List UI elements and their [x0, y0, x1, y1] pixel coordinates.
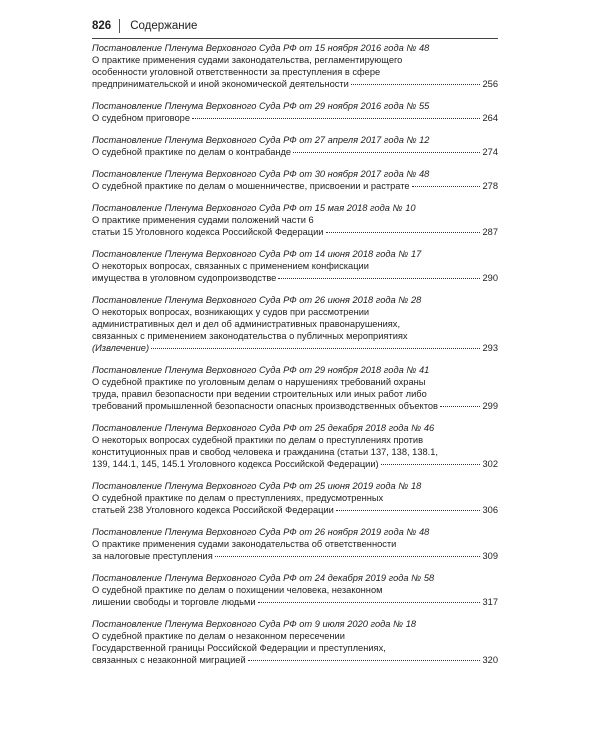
- entry-last-line: [92, 78, 498, 90]
- dot-leader: [192, 118, 480, 119]
- entry-page-number: 290: [482, 273, 498, 283]
- section-title: Содержание: [130, 20, 198, 32]
- toc-entry: [92, 168, 498, 192]
- toc-entry: [92, 202, 498, 238]
- toc-entry: [92, 248, 498, 284]
- entry-description-line: Государственной границы Российской Федерации и преступлениях,: [92, 643, 386, 653]
- dot-leader: [258, 602, 481, 603]
- toc-entry: [92, 42, 498, 90]
- entry-last-line: [92, 226, 498, 238]
- resolution-title: Постановление Пленума Верховного Суда РФ от 14 июня 2018 года № 17: [92, 249, 422, 259]
- dot-leader: [278, 278, 480, 279]
- entry-description-line: связанных с незаконной миграцией: [92, 655, 246, 665]
- toc-entry: [92, 526, 498, 562]
- entry-description-line: статьей 238 Уголовного кодекса Российской Федерации: [92, 505, 334, 515]
- entry-last-line: [92, 146, 498, 158]
- dot-leader: [293, 152, 480, 153]
- entry-last-line: [92, 180, 498, 192]
- toc-entry: [92, 480, 498, 516]
- entry-last-line: [92, 596, 498, 608]
- entry-last-line: [92, 400, 498, 412]
- dot-leader: [151, 348, 480, 349]
- entry-description-line: статьи 15 Уголовного кодекса Российской Федерации: [92, 227, 324, 237]
- toc-entry: [92, 364, 498, 412]
- entry-page-number: 299: [482, 401, 498, 411]
- entry-page-number: 256: [482, 79, 498, 89]
- header-separator: [119, 19, 120, 33]
- entry-description-line: О судебной практике по делам о контрабанде: [92, 147, 292, 157]
- dot-leader: [215, 556, 481, 557]
- toc-entry: [92, 100, 498, 124]
- resolution-title: Постановление Пленума Верховного Суда РФ от 15 ноября 2016 года № 48: [92, 43, 430, 53]
- resolution-title: Постановление Пленума Верховного Суда РФ от 29 ноября 2018 года № 41: [92, 365, 430, 375]
- resolution-title: Постановление Пленума Верховного Суда РФ от 24 декабря 2019 года № 58: [92, 573, 435, 583]
- table-of-contents: [92, 42, 498, 666]
- dot-leader: [440, 406, 480, 407]
- entry-description-line: О судебной практике по делам о похищении человека, незаконном: [92, 585, 383, 595]
- toc-entry: [92, 294, 498, 354]
- resolution-title: Постановление Пленума Верховного Суда РФ от 9 июля 2020 года № 18: [92, 619, 417, 629]
- entry-description-line: О судебной практике по делам о незаконном пересечении: [92, 631, 345, 641]
- toc-entry: [92, 134, 498, 158]
- entry-description-line: О практике применения судами законодательства об ответственности: [92, 539, 397, 549]
- toc-entry: [92, 618, 498, 666]
- resolution-title: Постановление Пленума Верховного Суда РФ от 25 декабря 2018 года № 46: [92, 423, 435, 433]
- entry-description-line: за налоговые преступления: [92, 551, 213, 561]
- entry-page-number: 317: [482, 597, 498, 607]
- entry-last-line: [92, 458, 498, 470]
- running-header: [92, 16, 197, 36]
- entry-page-number: 320: [482, 655, 498, 665]
- resolution-title: Постановление Пленума Верховного Суда РФ от 26 июня 2018 года № 28: [92, 295, 422, 305]
- resolution-title: Постановление Пленума Верховного Суда РФ от 26 ноября 2019 года № 48: [92, 527, 430, 537]
- entry-description-line: имущества в уголовном судопроизводстве: [92, 273, 277, 283]
- entry-description-line: О некоторых вопросах судебной практики по делам о преступлениях против: [92, 435, 424, 445]
- entry-page-number: 274: [482, 147, 498, 157]
- entry-page-number: 287: [482, 227, 498, 237]
- entry-last-line: [92, 550, 498, 562]
- dot-leader: [336, 510, 481, 511]
- entry-description-line: О судебной практике по делам о преступлениях, предусмотренных: [92, 493, 384, 503]
- resolution-title: Постановление Пленума Верховного Суда РФ от 30 ноября 2017 года № 48: [92, 169, 430, 179]
- toc-entry: [92, 572, 498, 608]
- entry-page-number: 278: [482, 181, 498, 191]
- page-number: 826: [92, 20, 112, 32]
- entry-description-line: 139, 144.1, 145, 145.1 Уголовного кодекса Российской Федерации): [92, 459, 379, 469]
- entry-description-line: связанных с применением законодательства о публичных мероприятиях: [92, 331, 408, 341]
- dot-leader: [351, 84, 481, 85]
- entry-last-line: [92, 654, 498, 666]
- dot-leader: [248, 660, 481, 661]
- entry-last-line: [92, 272, 498, 284]
- entry-description-line: (Извлечение): [92, 343, 150, 353]
- resolution-title: Постановление Пленума Верховного Суда РФ от 29 ноября 2016 года № 55: [92, 101, 430, 111]
- entry-description-line: труда, правил безопасности при ведении строительных или иных работ либо: [92, 389, 427, 399]
- entry-description-line: лишении свободы и торговле людьми: [92, 597, 256, 607]
- entry-description-line: конституционных прав и свобод человека и гражданина (статьи 137, 138, 138.1,: [92, 447, 439, 457]
- entry-last-line: [92, 112, 498, 124]
- resolution-title: Постановление Пленума Верховного Суда РФ от 25 июня 2019 года № 18: [92, 481, 422, 491]
- entry-description-line: О судебном приговоре: [92, 113, 190, 123]
- resolution-title: Постановление Пленума Верховного Суда РФ от 27 апреля 2017 года № 12: [92, 135, 430, 145]
- entry-page-number: 309: [482, 551, 498, 561]
- entry-page-number: 293: [482, 343, 498, 353]
- entry-description-line: О некоторых вопросах, связанных с применением конфискации: [92, 261, 369, 271]
- entry-description-line: О некоторых вопросах, возникающих у судов при рассмотрении: [92, 307, 370, 317]
- resolution-title: Постановление Пленума Верховного Суда РФ от 15 мая 2018 года № 10: [92, 203, 416, 213]
- entry-description-line: предпринимательской и иной экономической деятельности: [92, 79, 349, 89]
- entry-page-number: 306: [482, 505, 498, 515]
- entry-page-number: 264: [482, 113, 498, 123]
- toc-entry: [92, 422, 498, 470]
- entry-description-line: особенности уголовной ответственности за преступления в сфере: [92, 67, 381, 77]
- entry-last-line: [92, 342, 498, 354]
- entry-description-line: требований промышленной безопасности опасных производственных объектов: [92, 401, 438, 411]
- entry-description-line: О судебной практике по делам о мошенничестве, присвоении и растрате: [92, 181, 410, 191]
- entry-description-line: административных дел и дел об административных правонарушениях,: [92, 319, 401, 329]
- dot-leader: [381, 464, 481, 465]
- entry-description-line: О практике применения судами положений части 6: [92, 215, 314, 225]
- entry-description-line: О судебной практике по уголовным делам о нарушениях требований охраны: [92, 377, 426, 387]
- entry-page-number: 302: [482, 459, 498, 469]
- entry-last-line: [92, 504, 498, 516]
- dot-leader: [412, 186, 481, 187]
- dot-leader: [326, 232, 481, 233]
- header-rule: [92, 38, 498, 39]
- entry-description-line: О практике применения судами законодательства, регламентирующего: [92, 55, 403, 65]
